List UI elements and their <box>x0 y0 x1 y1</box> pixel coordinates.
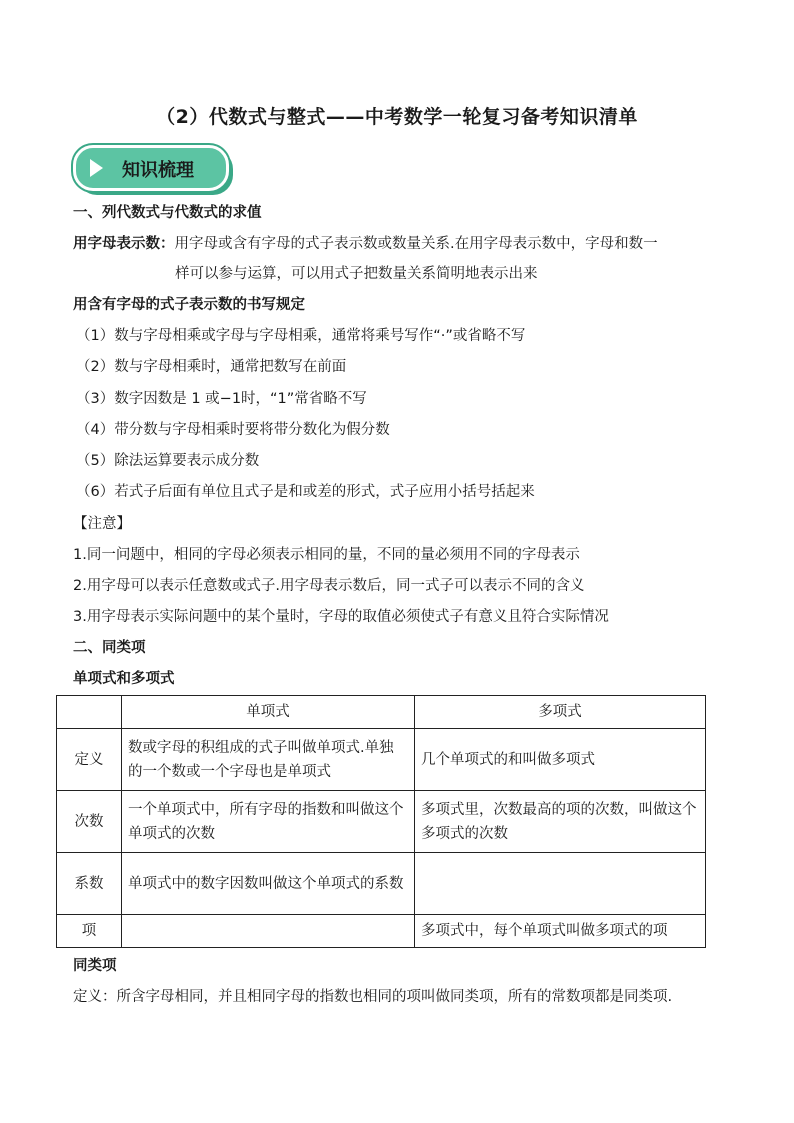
table-cell <box>415 853 706 915</box>
note-item: 3.用字母表示实际问题中的某个量时，字母的取值必须使式子有意义且符合实际情况 <box>73 609 609 625</box>
table-cell: 单项式中的数字因数叫做这个单项式的系数 <box>122 853 415 915</box>
table-header-row <box>57 696 706 729</box>
rule-item: （4）带分数与字母相乘时要将带分数化为假分数 <box>76 422 390 438</box>
like-terms-definition: 定义：所含字母相同，并且相同字母的指数也相同的项叫做同类项，所有的常数项都是同类项. <box>73 989 673 1005</box>
table-header-cell: 多项式 <box>415 696 706 729</box>
table-header-cell <box>57 696 122 729</box>
section-heading-2: 二、同类项 <box>73 640 146 656</box>
note-item: 1.同一问题中，相同的字母必须表示相同的量，不同的量必须用不同的字母表示 <box>73 547 580 563</box>
table-row <box>57 853 706 915</box>
table-header-cell: 单项式 <box>122 696 415 729</box>
rule-item: （1）数与字母相乘或字母与字母相乘，通常将乘号写作“·”或省略不写 <box>76 328 526 344</box>
table-cell: 系数 <box>57 853 122 915</box>
table-cell: 多项式里，次数最高的项的次数，叫做这个多项式的次数 <box>415 791 706 853</box>
page-title: （2）代数式与整式——中考数学一轮复习备考知识清单 <box>156 106 638 128</box>
table-cell: 一个单项式中，所有字母的指数和叫做这个单项式的次数 <box>122 791 415 853</box>
table-cell: 次数 <box>57 791 122 853</box>
definition-text-1: 用字母或含有字母的式子表示数或数量关系.在用字母表示数中，字母和数一 <box>174 236 658 252</box>
table-cell: 多项式中，每个单项式叫做多项式的项 <box>415 915 706 948</box>
definition-text-2: 样可以参与运算，可以用式子把数量关系简明地表示出来 <box>175 266 538 282</box>
terms-table <box>56 695 706 948</box>
table-heading: 单项式和多项式 <box>73 671 175 687</box>
rule-item: （3）数字因数是 1 或−1时，“1”常省略不写 <box>76 391 367 407</box>
table-cell: 数或字母的积组成的式子叫做单项式.单独的一个数或一个字母也是单项式 <box>122 729 415 791</box>
table-row <box>57 729 706 791</box>
table-cell <box>122 915 415 948</box>
play-icon <box>90 159 103 177</box>
note-heading: 【注意】 <box>73 516 131 532</box>
table-row <box>57 791 706 853</box>
definition-line-1 <box>73 234 658 254</box>
table-cell: 几个单项式的和叫做多项式 <box>415 729 706 791</box>
section-badge <box>73 145 229 191</box>
rule-item: （2）数与字母相乘时，通常把数写在前面 <box>76 359 347 375</box>
note-item: 2.用字母可以表示任意数或式子.用字母表示数后，同一式子可以表示不同的含义 <box>73 578 585 594</box>
section-badge-label: 知识梳理 <box>122 160 194 181</box>
rule-item: （5）除法运算要表示成分数 <box>76 453 260 469</box>
like-terms-heading: 同类项 <box>73 958 117 974</box>
rules-heading: 用含有字母的式子表示数的书写规定 <box>73 297 305 313</box>
rule-item: （6）若式子后面有单位且式子是和或差的形式，式子应用小括号括起来 <box>76 484 535 500</box>
section-heading-1: 一、列代数式与代数式的求值 <box>73 205 262 221</box>
definition-label: 用字母表示数： <box>73 236 175 252</box>
table-cell: 项 <box>57 915 122 948</box>
table-row <box>57 915 706 948</box>
table-cell: 定义 <box>57 729 122 791</box>
